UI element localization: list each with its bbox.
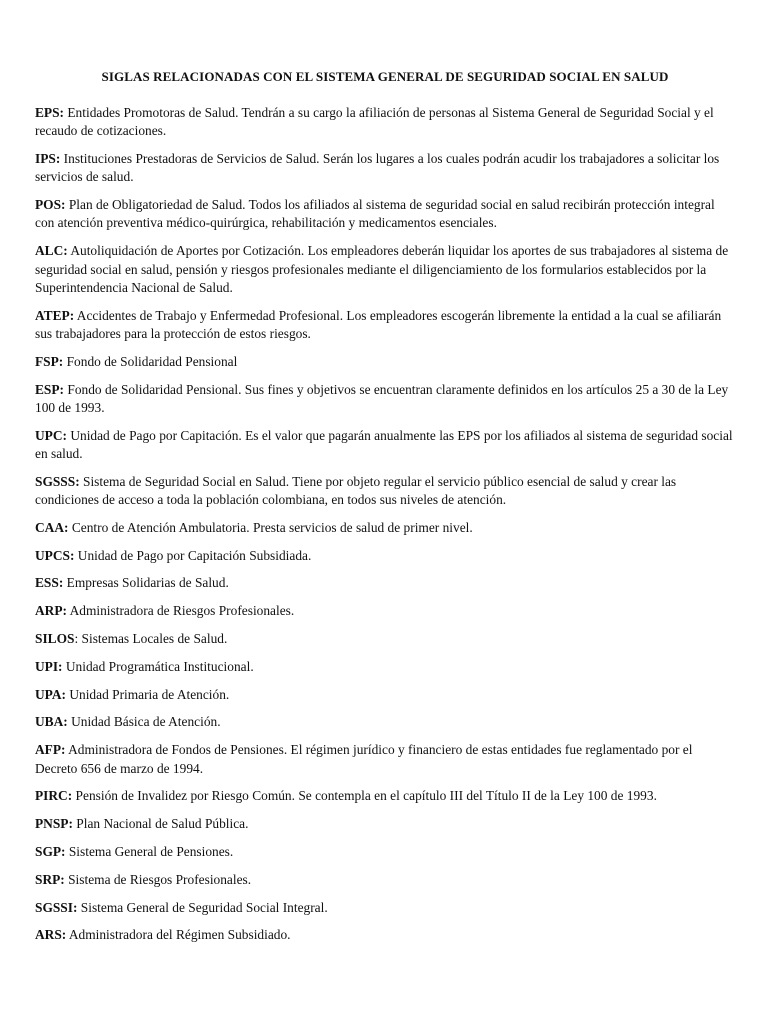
acronym-entry [35, 353, 735, 371]
acronym-entry [35, 871, 735, 889]
acronym-term: UPC: [35, 427, 67, 443]
acronym-entry [35, 815, 735, 833]
acronym-definition: Sistema de Seguridad Social en Salud. Tiene por objeto regular el servicio público esencial de salud y crear las condiciones de acceso a toda la población colombiana, en todos sus niveles de atención. [35, 473, 677, 508]
acronym-term: SGSSI: [35, 899, 78, 915]
acronym-definition: Pensión de Invalidez por Riesgo Común. Se contempla en el capítulo III del Título II de la Ley 100 de 1993. [72, 788, 657, 804]
acronym-entry [35, 630, 735, 648]
acronym-definition: Instituciones Prestadoras de Servicios de Salud. Serán los lugares a los cuales podrán acudir los trabajadores a solicitar los servicios de salud. [35, 151, 720, 185]
acronym-term: ESS: [35, 575, 64, 591]
acronym-entry [35, 427, 735, 464]
acronym-definition: Administradora de Fondos de Pensiones. El régimen jurídico y financiero de estas entidades fue reglamentado por el Decreto 656 de marzo de 1994. [35, 742, 693, 776]
acronym-definition: Unidad Primaria de Atención. [66, 686, 230, 702]
document-page [35, 68, 735, 954]
acronym-term: UPA: [35, 686, 66, 702]
acronym-definition: Unidad de Pago por Capitación. Es el valor que pagarán anualmente las EPS por los afiliados al sistema de seguridad social en salud. [35, 427, 733, 461]
acronym-term: SGP: [35, 843, 66, 859]
acronym-term: UPCS: [35, 547, 75, 563]
acronym-term: ARS: [35, 927, 67, 943]
document-title: SIGLAS RELACIONADAS CON EL SISTEMA GENERAL DE SEGURIDAD SOCIAL EN SALUD [101, 69, 669, 84]
acronym-entry [35, 658, 735, 676]
acronym-definition: Administradora del Régimen Subsidiado. [66, 927, 291, 943]
acronym-term: AFP: [35, 742, 66, 758]
acronym-term: PNSP: [35, 816, 73, 832]
acronym-entry [35, 787, 735, 805]
acronym-entry [35, 602, 735, 620]
acronym-definition: Unidad de Pago por Capitación Subsidiada. [74, 547, 312, 563]
acronym-term: ALC: [35, 243, 68, 259]
acronym-entry [35, 381, 735, 418]
acronym-term: ESP: [35, 381, 65, 397]
acronym-term: SGSSS: [35, 473, 80, 489]
acronym-definition: Unidad Básica de Atención. [67, 714, 221, 730]
acronym-entry [35, 741, 735, 778]
acronym-definition: Sistema de Riesgos Profesionales. [64, 871, 252, 887]
acronym-term: SRP: [35, 871, 65, 887]
acronym-entry [35, 713, 735, 731]
acronym-definition: Empresas Solidarias de Salud. [63, 575, 229, 591]
acronym-definition: Autoliquidación de Aportes por Cotización. Los empleadores deberán liquidar los aportes de sus trabajadores al sistema de seguridad social en salud, pensión y riesgos profesionales mediante el diligenciamiento de los formularios establecidos por la Superintendencia Nacional de Salud. [35, 243, 729, 295]
acronym-entry [35, 150, 735, 187]
acronym-entry [35, 686, 735, 704]
acronym-entry [35, 242, 735, 297]
acronym-entry [35, 899, 735, 917]
acronym-entry [35, 473, 735, 510]
acronym-term: POS: [35, 197, 66, 213]
acronym-term: PIRC: [35, 788, 73, 804]
acronym-entry [35, 196, 735, 233]
acronym-term: UBA: [35, 714, 68, 730]
acronym-term: EPS: [35, 105, 65, 120]
acronym-entry [35, 574, 735, 592]
acronym-definition: Fondo de Solidaridad Pensional. Sus fines y objetivos se encuentran claramente definidos en los artículos 25 a 30 de la Ley 100 de 1993. [35, 381, 729, 415]
acronym-definition: Plan de Obligatoriedad de Salud. Todos los afiliados al sistema de seguridad social en salud recibirán protección integral con atención preventiva médico-quirúrgica, rehabilitación y medicamentos esenciales. [35, 197, 715, 231]
acronym-term: CAA: [35, 519, 69, 535]
acronym-definition: : Sistemas Locales de Salud. [74, 631, 228, 647]
acronym-entry [35, 519, 735, 537]
acronym-entry [35, 547, 735, 565]
acronym-definition: Sistema General de Seguridad Social Integral. [77, 899, 328, 915]
acronym-term: ARP: [35, 603, 67, 619]
acronym-definition: Administradora de Riesgos Profesionales. [66, 603, 295, 619]
acronym-entry [35, 307, 735, 344]
acronym-definition: Sistema General de Pensiones. [65, 843, 234, 859]
acronym-term: ATEP: [35, 307, 75, 323]
acronym-definition: Plan Nacional de Salud Pública. [72, 816, 249, 832]
acronym-term: FSP: [35, 353, 64, 369]
acronym-definition: Fondo de Solidaridad Pensional [63, 353, 238, 369]
acronym-definition: Entidades Promotoras de Salud. Tendrán a su cargo la afiliación de personas al Sistema General de Seguridad Social y el recaudo de cotizaciones. [35, 105, 714, 139]
acronym-entry [35, 843, 735, 861]
acronym-entry [35, 104, 735, 141]
acronym-term: IPS: [35, 151, 61, 167]
acronym-list [35, 104, 735, 945]
acronym-definition: Centro de Atención Ambulatoria. Presta servicios de salud de primer nivel. [68, 519, 473, 535]
acronym-term: UPI: [35, 658, 63, 674]
acronym-definition: Unidad Programática Institucional. [62, 658, 254, 674]
acronym-entry [35, 926, 735, 944]
acronym-term: SILOS [35, 631, 75, 647]
acronym-definition: Accidentes de Trabajo y Enfermedad Profesional. Los empleadores escogerán libremente la entidad a la cual se afiliarán sus trabajadores para la protección de estos riesgos. [35, 307, 722, 341]
